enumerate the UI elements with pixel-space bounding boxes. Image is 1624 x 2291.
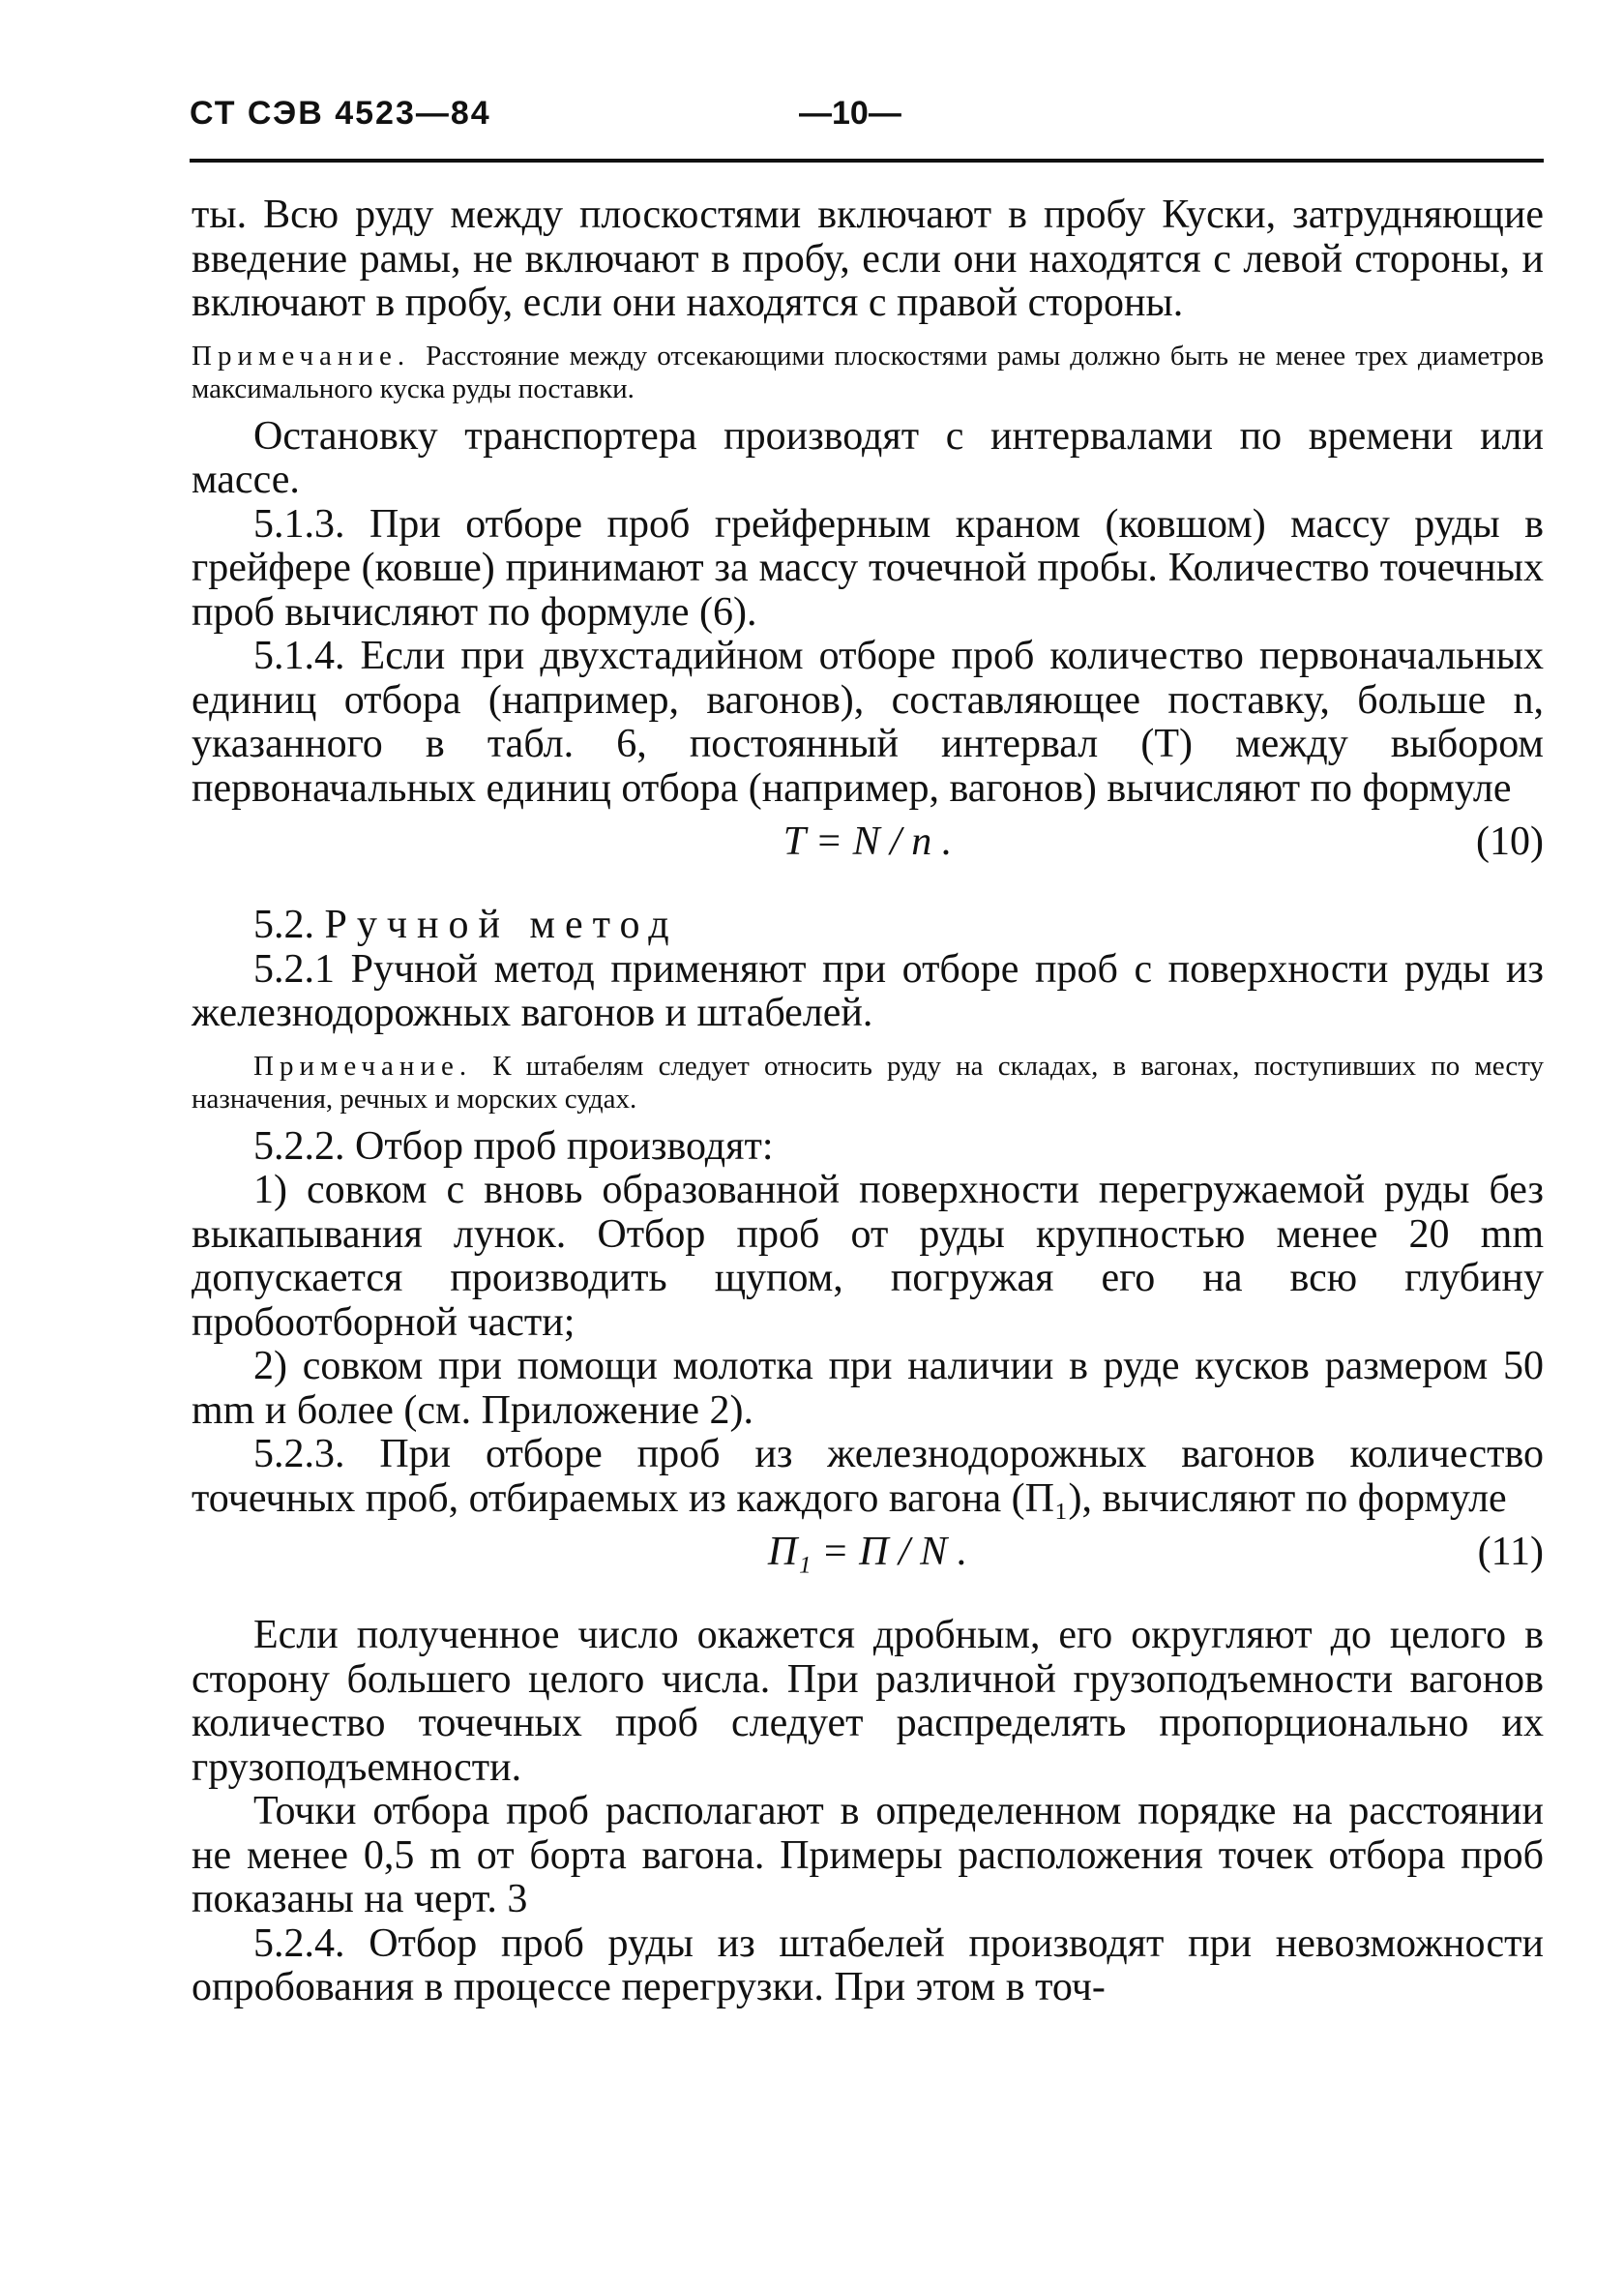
note-text: К штабелям следует относить руду на складах, в вагонах, поступивших по месту назначения, речных и морских судах.: [192, 1050, 1544, 1115]
note: [192, 1050, 1544, 1116]
list-item: 1) совком с вновь образованной поверхности перегружаемой руды без выкапывания лунок. Отбор проб от руды крупностью менее 20 mm допускается производить щупом, погружая его на всю глубину пробоотборной части;: [192, 1168, 1544, 1345]
paragraph: 5.1.3. При отборе проб грейферным краном (ковшом) массу руды в грейфере (ковше) принимают за массу точечной пробы. Количество точечных проб вычисляют по формуле (6).: [192, 501, 1544, 635]
document-body: [192, 193, 1544, 2010]
paragraph: 5.1.4. Если при двухстадийном отборе проб количество первоначальных единиц отбора (например, вагонов), составляющее поставку, больше n, указанного в табл. 6, постоянный интервал (T) между выбором первоначальных единиц отбора (например, вагонов) вычисляют по формуле: [192, 634, 1544, 811]
note: [192, 340, 1544, 405]
formula-expression: П₁ = П / N .: [767, 1530, 968, 1574]
section-number: 5.2.: [253, 903, 314, 947]
paragraph: 5.2.4. Отбор проб руды из штабелей производят при невозможности опробования в процессе перегрузки. При этом в точ-: [192, 1920, 1544, 2009]
section-heading: [192, 904, 1544, 948]
note-label: Примечание.: [192, 340, 411, 372]
paragraph: 5.2.3. При отборе проб из железнодорожных вагонов количество точечных проб, отбираемых из каждого вагона (П₁), вычисляют по формуле: [192, 1432, 1544, 1521]
note-text: Расстояние между отсекающими плоскостями рамы должно быть не менее трех диаметров максимального куска руды поставки.: [192, 340, 1545, 404]
page-header: [190, 95, 1542, 153]
page-number: —10—: [799, 95, 901, 132]
formula-number: (11): [1477, 1530, 1544, 1574]
paragraph: Точки отбора проб располагают в определенном порядке на расстоянии не менее 0,5 m от борта вагона. Примеры расположения точек отбора проб показаны на черт. 3: [192, 1789, 1544, 1921]
formula-11: [192, 1521, 1544, 1614]
standard-designation: СТ СЭВ 4523—84: [190, 95, 491, 132]
paragraph: 5.2.1 Ручной метод применяют при отборе проб с поверхности руды из железнодорожных вагонов и штабелей.: [192, 946, 1544, 1035]
section-title: Ручной метод: [324, 903, 679, 947]
paragraph: Если полученное число окажется дробным, его округляют до целого в сторону большего целого числа. При различной грузоподъемности вагонов количество точечных проб следует распределять пропорционально их грузоподъемности.: [192, 1613, 1544, 1790]
paragraph: Остановку транспортера производят с интервалами по времени или массе.: [192, 413, 1544, 502]
formula-expression: T = N / n .: [782, 819, 953, 864]
header-rule: [190, 159, 1544, 163]
note-label: Примечание.: [253, 1050, 473, 1082]
list-item: 2) совком при помощи молотка при наличии в руде кусков размером 50 mm и более (см. Приложение 2).: [192, 1344, 1544, 1433]
formula-number: (10): [1476, 819, 1544, 864]
paragraph: ты. Всю руду между плоскостями включают в пробу Куски, затрудняющие введение рамы, не включают в пробу, если они находятся с левой стороны, и включают в пробу, если они находятся с правой стороны.: [192, 193, 1544, 325]
paragraph: 5.2.2. Отбор проб производят:: [253, 1123, 774, 1169]
formula-10: [192, 811, 1544, 904]
